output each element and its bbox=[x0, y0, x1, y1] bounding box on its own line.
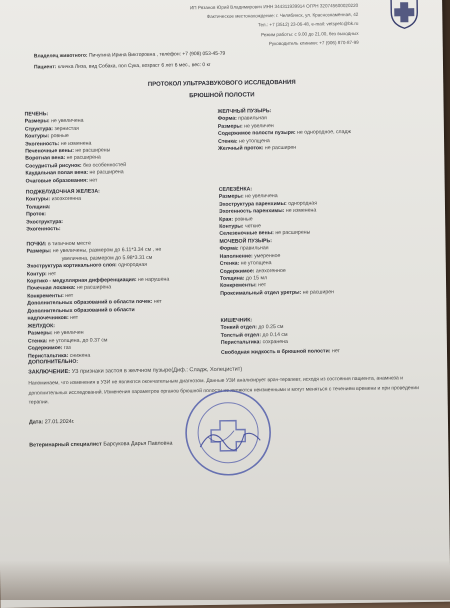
pancreas-section bbox=[26, 189, 101, 234]
bladder-row: Проксимальный отдел уретры: не расширен bbox=[220, 289, 335, 297]
intestine-section bbox=[221, 317, 288, 348]
disclaimer-note: Напоминаем, что изменения в УЗИ не являются окончательным диагнозом. Данные УЗИ анализирует врач-терапевт, исходя из состояния пациента, анамнеза и дополнительных исследований. Изменения параметров органов брюшной полости не являются неизменными и могут меняться с течением времени и при проведении терапии. bbox=[28, 375, 420, 406]
free-fluid-line: Свободная жидкость в брюшной полости: нет bbox=[220, 348, 340, 356]
gallbladder-row: Содержимое полости пузыря: не однородное, сладж bbox=[217, 129, 352, 138]
liver-row: Очаговые образования: нет bbox=[25, 177, 98, 185]
header-line: Руководитель клиники: +7 (906) 870-87-99 bbox=[268, 39, 359, 46]
document-content bbox=[18, 0, 431, 596]
spleen-row: Эхогенность паренхимы: не изменена bbox=[218, 207, 317, 216]
header-line: Режим работы: с 9.00 до 21.00, без выходных bbox=[260, 30, 359, 37]
owner-value: Пичугина Ирина Викторовна , телефон: +7 (908) 053-45-79 bbox=[88, 50, 226, 59]
pancreas-row: Толщина: bbox=[25, 204, 51, 211]
liver-row: Сосудистый рисунок: без особенностей bbox=[25, 161, 127, 170]
spleen-row: Эхоструктура паренхимы: однородная bbox=[218, 200, 318, 208]
pancreas-heading: ПОДЖЕЛУДОЧНАЯ ЖЕЛЕЗА: bbox=[25, 188, 100, 196]
stomach-row: Перистальтика: снижена bbox=[27, 352, 91, 360]
liver-row: Контуры: ровные bbox=[24, 133, 69, 140]
bladder-row: Наполнение: умеренное bbox=[219, 252, 281, 260]
header-line: Фактическое местонахождение: г. Челябинск, ул. Краснознамённая, 42 bbox=[206, 12, 359, 20]
vet-value: Барсукова Дарья Павловна bbox=[103, 440, 173, 448]
gallbladder-row: Размеры: не увеличен bbox=[217, 122, 274, 130]
additional-line: ДОПОЛНИТЕЛЬНО: bbox=[28, 358, 79, 366]
liver-section bbox=[25, 110, 127, 185]
date-line bbox=[29, 419, 75, 426]
intestine-heading: КИШЕЧНИК: bbox=[220, 317, 253, 324]
stomach-row: Содержимое: газ bbox=[27, 345, 71, 352]
header-line: ИП Рязанов Юрий Владимирович ИНН 344311939914 ОГРН 320745600020220 bbox=[189, 2, 359, 11]
bladder-row: Содержимое: анэхогенное bbox=[219, 267, 286, 275]
pancreas-row: Контуры: изоэхогенна bbox=[25, 196, 82, 203]
spleen-section bbox=[219, 185, 318, 238]
kidneys-row: Дополнительных образований в области почек: нет bbox=[27, 298, 162, 307]
owner-label: Владелец животного: bbox=[33, 52, 88, 60]
clinic-logo bbox=[387, 0, 422, 30]
kidneys-row: Дополнительных образований в области bbox=[27, 306, 135, 315]
clinic-stamp bbox=[179, 384, 276, 481]
date-value: 27.01.2024г. bbox=[44, 418, 75, 426]
kidneys-heading: ПОЧКИ: bbox=[26, 241, 47, 248]
gallbladder-row: Стенка: не утолщена bbox=[218, 137, 270, 145]
date-label: Дата: bbox=[28, 419, 44, 426]
liver-row: Размеры: не увеличена bbox=[24, 118, 84, 125]
gallbladder-section bbox=[218, 107, 352, 153]
conclusion-line: ЗАКЛЮЧЕНИЕ: УЗ признаки застоя в желчном пузыре(Диф.: Сладж, Холецистит) bbox=[28, 366, 243, 376]
kidneys-row: Кортико - медуллярная дифференциация: не нарушена bbox=[26, 276, 170, 285]
owner-line bbox=[34, 51, 226, 60]
liver-row: Эхогенность: не изменена bbox=[25, 140, 92, 148]
kidneys-row: надпочечников: нет bbox=[27, 314, 79, 322]
bladder-row: Толщина: до 15 мл bbox=[219, 275, 268, 282]
liver-row: Воротная вена: не расширена bbox=[25, 154, 101, 162]
intestine-row: Тонкий отдел: до 0.25 см bbox=[220, 324, 284, 332]
intestine-row: Перистальтика: сохранена bbox=[220, 339, 288, 347]
pancreas-row: Эхогенность: bbox=[26, 226, 61, 233]
vet-line bbox=[29, 441, 172, 449]
patient-value: кличка Лиза, вид Собака, пол Сука, возраст 6 лет 6 мес., вес: 0 кг bbox=[57, 61, 211, 71]
patient-line bbox=[34, 62, 211, 70]
vet-label: Ветеринарный специалист bbox=[29, 441, 102, 449]
kidneys-location: в типичном месте bbox=[47, 240, 91, 248]
gallbladder-row: Форма: правильная bbox=[217, 115, 267, 123]
bladder-heading: МОЧЕВОЙ ПУЗЫРЬ: bbox=[219, 238, 272, 245]
liver-heading: ПЕЧЕНЬ: bbox=[24, 111, 49, 118]
gallbladder-row: Желчный проток: не расширен bbox=[218, 144, 297, 152]
spleen-row: Края: ровные bbox=[219, 216, 253, 223]
kidneys-row: Эхоструктура кортикального слоя: однородная bbox=[26, 262, 148, 270]
bladder-section bbox=[219, 237, 334, 298]
spleen-heading: СЕЛЕЗЁНКА: bbox=[218, 186, 253, 193]
liver-row: Каудальная полая вена: не расширена bbox=[25, 169, 124, 177]
spleen-row: Контуры: четкие bbox=[219, 223, 261, 230]
spleen-row: Селезеночные вены: не расширены bbox=[219, 230, 311, 238]
bladder-row: Конкременты: нет bbox=[220, 282, 267, 290]
bladder-row: Форма: правильная bbox=[219, 245, 269, 253]
liver-row: Печеночные вены: не расширены bbox=[25, 147, 111, 155]
kidneys-row: Конкременты: нет bbox=[27, 292, 74, 300]
pancreas-row: Эхоструктура: bbox=[26, 218, 64, 226]
kidneys-row: увеличена, размером до 5.98*3.31 см bbox=[61, 254, 153, 262]
intestine-row: Толстый отдел: до 0.14 см bbox=[220, 331, 288, 339]
gallbladder-heading: ЖЕЛЧНЫЙ ПУЗЫРЬ: bbox=[217, 108, 272, 115]
clinic-header bbox=[128, 1, 359, 50]
pancreas-row: Проток: bbox=[26, 211, 47, 218]
protocol-title: ПРОТОКОЛ УЛЬТРАЗВУКОВОГО ИССЛЕДОВАНИЯ bbox=[147, 79, 296, 88]
header-line: Тел.: +7 (3512) 23-06-48, e-mail: vetspetc@bk.ru bbox=[257, 21, 359, 28]
stomach-heading: ЖЕЛУДОК: bbox=[27, 323, 56, 330]
kidneys-section bbox=[26, 240, 169, 323]
protocol-subtitle: БРЮШНОЙ ПОЛОСТИ bbox=[189, 92, 255, 100]
spleen-row: Размеры: не увеличена bbox=[218, 193, 278, 201]
liver-row: Структура: зернистая bbox=[24, 125, 79, 133]
stomach-section bbox=[28, 322, 108, 360]
kidneys-row: Почечная лоханка: не расширена bbox=[27, 284, 112, 292]
kidneys-row: Размеры: не увеличены, размером до 6.11*3.34 см , не bbox=[26, 247, 162, 255]
patient-label: Пациент: bbox=[33, 64, 57, 71]
kidneys-row: Контур: нет bbox=[26, 270, 57, 278]
stomach-row: Размеры: не увеличен bbox=[27, 330, 84, 337]
bladder-row: Стенка: не утолщена bbox=[219, 260, 272, 268]
stomach-row: Стенка: не утолщена, до 0.37 см bbox=[27, 337, 108, 345]
